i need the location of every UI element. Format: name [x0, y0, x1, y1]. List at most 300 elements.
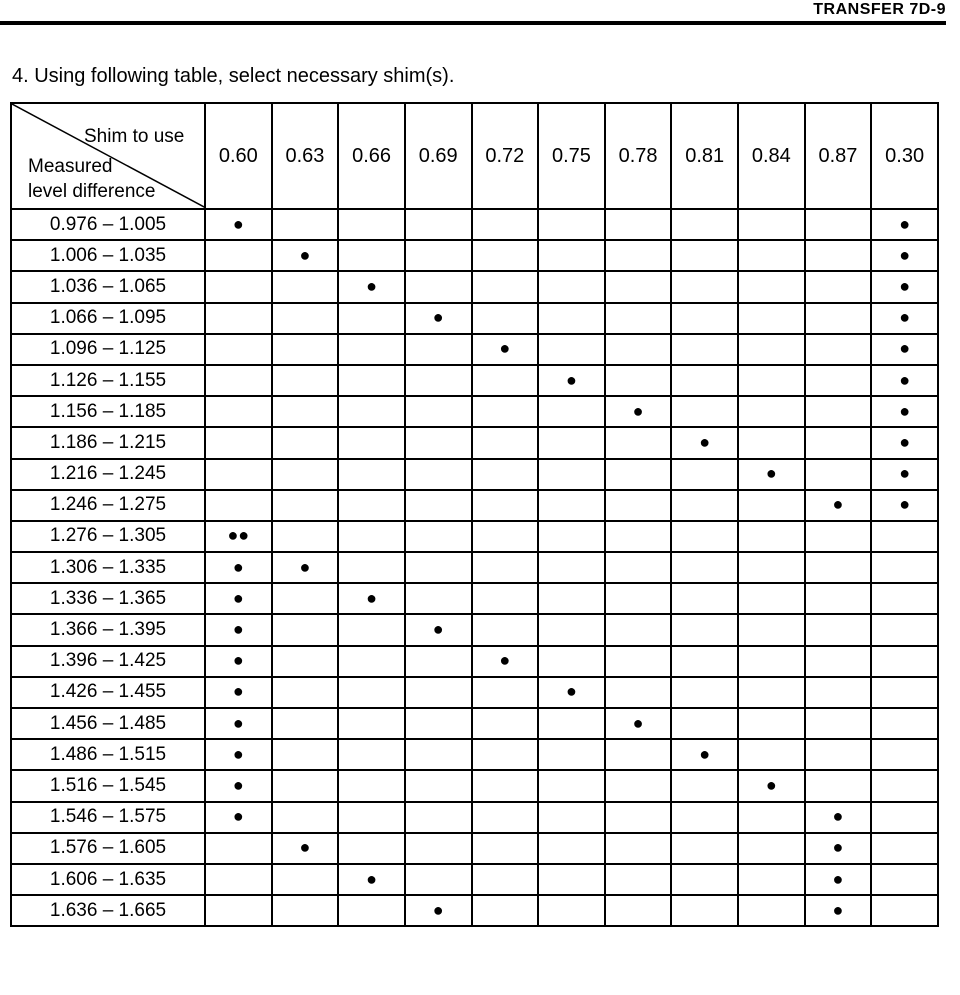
empty-cell	[405, 646, 472, 677]
bullet-marker: ●	[899, 338, 911, 359]
empty-cell	[472, 427, 539, 458]
measured-range-cell: 1.216 – 1.245	[11, 459, 205, 490]
shim-marker-cell	[871, 334, 938, 365]
empty-cell	[671, 895, 738, 926]
shim-marker-cell	[405, 895, 472, 926]
bullet-marker: ●	[366, 868, 377, 889]
empty-cell	[605, 770, 672, 801]
empty-cell	[472, 614, 539, 645]
bullet-marker: ●	[832, 806, 844, 827]
empty-cell	[405, 708, 472, 739]
bullet-marker: ●	[232, 619, 244, 640]
empty-cell	[405, 770, 472, 801]
measured-range-cell: 1.606 – 1.635	[11, 864, 205, 895]
empty-cell	[538, 770, 605, 801]
bullet-marker: ●	[232, 650, 244, 671]
empty-cell	[605, 490, 672, 521]
empty-cell	[538, 303, 605, 334]
empty-cell	[738, 240, 805, 271]
measured-range-cell: 1.516 – 1.545	[11, 770, 205, 801]
bullet-marker: ●	[632, 400, 644, 421]
empty-cell	[205, 833, 272, 864]
bullet-marker: ●	[899, 275, 911, 296]
empty-cell	[538, 240, 605, 271]
shim-marker-cell	[871, 271, 938, 302]
shim-marker-cell	[205, 209, 272, 240]
empty-cell	[338, 334, 405, 365]
empty-cell	[805, 739, 872, 770]
shim-marker-cell	[205, 552, 272, 583]
empty-cell	[272, 303, 339, 334]
table-row	[11, 614, 938, 645]
empty-cell	[338, 739, 405, 770]
bullet-marker: ●	[832, 494, 844, 515]
bullet-marker: ●	[899, 494, 911, 515]
shim-marker-cell	[805, 833, 872, 864]
empty-cell	[272, 614, 339, 645]
page-header-title: TRANSFER 7D-9	[813, 1, 946, 18]
measured-range-cell: 1.636 – 1.665	[11, 895, 205, 926]
empty-cell	[605, 552, 672, 583]
empty-cell	[272, 739, 339, 770]
empty-cell	[472, 583, 539, 614]
empty-cell	[338, 708, 405, 739]
empty-cell	[671, 271, 738, 302]
empty-cell	[605, 271, 672, 302]
shim-marker-cell	[205, 521, 272, 552]
empty-cell	[272, 895, 339, 926]
header-rule	[0, 21, 946, 25]
empty-cell	[338, 614, 405, 645]
empty-cell	[472, 833, 539, 864]
empty-cell	[871, 677, 938, 708]
empty-cell	[472, 365, 539, 396]
empty-cell	[538, 802, 605, 833]
empty-cell	[871, 552, 938, 583]
bullet-marker: ●	[499, 338, 511, 359]
empty-cell	[605, 459, 672, 490]
shim-marker-cell	[472, 334, 539, 365]
empty-cell	[338, 303, 405, 334]
bullet-marker: ●	[899, 463, 911, 484]
empty-cell	[405, 427, 472, 458]
shim-marker-cell	[205, 708, 272, 739]
empty-cell	[671, 833, 738, 864]
shim-marker-cell	[205, 646, 272, 677]
empty-cell	[405, 833, 472, 864]
empty-cell	[205, 240, 272, 271]
empty-cell	[871, 521, 938, 552]
table-header-row	[11, 103, 938, 209]
empty-cell	[538, 209, 605, 240]
empty-cell	[338, 459, 405, 490]
table-row	[11, 490, 938, 521]
empty-cell	[272, 770, 339, 801]
empty-cell	[405, 552, 472, 583]
empty-cell	[472, 396, 539, 427]
corner-header-cell	[11, 103, 205, 209]
empty-cell	[205, 459, 272, 490]
empty-cell	[805, 303, 872, 334]
bullet-marker: ●	[632, 712, 644, 733]
empty-cell	[805, 552, 872, 583]
empty-cell	[605, 895, 672, 926]
bullet-marker: ●	[232, 213, 244, 234]
empty-cell	[338, 895, 405, 926]
bullet-marker: ●	[765, 463, 777, 484]
empty-cell	[272, 521, 339, 552]
column-header: 0.66	[338, 103, 405, 209]
bullet-marker: ●	[299, 244, 311, 265]
table-row	[11, 240, 938, 271]
shim-marker-cell	[738, 459, 805, 490]
empty-cell	[405, 739, 472, 770]
empty-cell	[272, 334, 339, 365]
empty-cell	[605, 739, 672, 770]
bullet-marker: ●	[366, 587, 377, 608]
empty-cell	[205, 864, 272, 895]
measured-range-cell: 1.396 – 1.425	[11, 646, 205, 677]
empty-cell	[205, 895, 272, 926]
empty-cell	[472, 271, 539, 302]
empty-cell	[871, 833, 938, 864]
shim-marker-cell	[871, 490, 938, 521]
empty-cell	[338, 833, 405, 864]
empty-cell	[605, 864, 672, 895]
empty-cell	[805, 521, 872, 552]
empty-cell	[472, 770, 539, 801]
empty-cell	[805, 770, 872, 801]
column-header: 0.60	[205, 103, 272, 209]
shim-marker-cell	[605, 396, 672, 427]
empty-cell	[738, 833, 805, 864]
empty-cell	[538, 490, 605, 521]
empty-cell	[738, 583, 805, 614]
table-row	[11, 459, 938, 490]
empty-cell	[472, 802, 539, 833]
empty-cell	[671, 396, 738, 427]
column-header: 0.69	[405, 103, 472, 209]
empty-cell	[338, 521, 405, 552]
table-row	[11, 303, 938, 334]
empty-cell	[738, 614, 805, 645]
shim-marker-cell	[538, 677, 605, 708]
empty-cell	[605, 303, 672, 334]
bullet-marker: ●	[232, 587, 244, 608]
empty-cell	[205, 334, 272, 365]
empty-cell	[472, 490, 539, 521]
column-header: 0.84	[738, 103, 805, 209]
empty-cell	[671, 459, 738, 490]
table-row	[11, 833, 938, 864]
empty-cell	[738, 895, 805, 926]
table-body	[11, 209, 938, 926]
empty-cell	[538, 396, 605, 427]
table-row	[11, 770, 938, 801]
column-header: 0.87	[805, 103, 872, 209]
empty-cell	[338, 770, 405, 801]
empty-cell	[205, 427, 272, 458]
bullet-marker: ●	[232, 743, 244, 764]
empty-cell	[605, 240, 672, 271]
shim-marker-cell	[338, 583, 405, 614]
instruction-text: 4. Using following table, select necessary shim(s).	[12, 65, 455, 87]
bullet-marker: ●	[899, 431, 911, 452]
measured-range-cell: 1.456 – 1.485	[11, 708, 205, 739]
empty-cell	[338, 365, 405, 396]
empty-cell	[805, 209, 872, 240]
empty-cell	[805, 614, 872, 645]
empty-cell	[272, 864, 339, 895]
measured-range-cell: 1.036 – 1.065	[11, 271, 205, 302]
shim-marker-cell	[871, 396, 938, 427]
empty-cell	[805, 583, 872, 614]
bullet-marker: ●	[432, 899, 444, 920]
bullet-marker: ●	[832, 899, 844, 920]
empty-cell	[538, 614, 605, 645]
bullet-marker: ●	[232, 712, 244, 733]
corner-label-level-difference: level difference	[28, 181, 156, 202]
empty-cell	[605, 334, 672, 365]
empty-cell	[538, 895, 605, 926]
measured-range-cell: 1.366 – 1.395	[11, 614, 205, 645]
empty-cell	[871, 646, 938, 677]
empty-cell	[405, 396, 472, 427]
empty-cell	[671, 303, 738, 334]
empty-cell	[472, 708, 539, 739]
measured-range-cell: 1.126 – 1.155	[11, 365, 205, 396]
column-header: 0.78	[605, 103, 672, 209]
measured-range-cell: 1.306 – 1.335	[11, 552, 205, 583]
empty-cell	[805, 459, 872, 490]
empty-cell	[738, 396, 805, 427]
column-header: 0.72	[472, 103, 539, 209]
table-row	[11, 646, 938, 677]
empty-cell	[671, 240, 738, 271]
empty-cell	[538, 271, 605, 302]
measured-range-cell: 1.246 – 1.275	[11, 490, 205, 521]
measured-range-cell: 1.096 – 1.125	[11, 334, 205, 365]
shim-marker-cell	[805, 864, 872, 895]
empty-cell	[538, 708, 605, 739]
shim-marker-cell	[871, 240, 938, 271]
table-row	[11, 583, 938, 614]
empty-cell	[205, 396, 272, 427]
empty-cell	[671, 334, 738, 365]
empty-cell	[405, 521, 472, 552]
empty-cell	[338, 552, 405, 583]
empty-cell	[272, 427, 339, 458]
empty-cell	[472, 739, 539, 770]
empty-cell	[871, 583, 938, 614]
empty-cell	[738, 490, 805, 521]
shim-marker-cell	[205, 677, 272, 708]
empty-cell	[205, 271, 272, 302]
empty-cell	[671, 802, 738, 833]
table-row	[11, 895, 938, 926]
bullet-marker: ●	[232, 556, 244, 577]
empty-cell	[738, 427, 805, 458]
empty-cell	[738, 334, 805, 365]
shim-marker-cell	[338, 271, 405, 302]
measured-range-cell: 1.426 – 1.455	[11, 677, 205, 708]
shim-marker-cell	[738, 770, 805, 801]
shim-marker-cell	[671, 427, 738, 458]
empty-cell	[538, 427, 605, 458]
empty-cell	[405, 583, 472, 614]
empty-cell	[871, 864, 938, 895]
empty-cell	[405, 365, 472, 396]
bullet-marker: ●	[432, 307, 444, 328]
shim-marker-cell	[871, 209, 938, 240]
bullet-marker: ●	[432, 619, 444, 640]
bullet-marker: ●	[832, 837, 844, 858]
empty-cell	[338, 646, 405, 677]
empty-cell	[738, 802, 805, 833]
empty-cell	[272, 490, 339, 521]
measured-range-cell: 1.276 – 1.305	[11, 521, 205, 552]
shim-marker-cell	[405, 303, 472, 334]
shim-marker-cell	[805, 802, 872, 833]
shim-marker-cell	[405, 614, 472, 645]
empty-cell	[272, 459, 339, 490]
shim-marker-cell	[538, 365, 605, 396]
empty-cell	[671, 490, 738, 521]
empty-cell	[605, 677, 672, 708]
empty-cell	[605, 365, 672, 396]
empty-cell	[738, 521, 805, 552]
shim-marker-cell	[671, 739, 738, 770]
measured-range-cell: 1.066 – 1.095	[11, 303, 205, 334]
empty-cell	[805, 334, 872, 365]
empty-cell	[538, 552, 605, 583]
column-header: 0.81	[671, 103, 738, 209]
empty-cell	[472, 521, 539, 552]
empty-cell	[605, 833, 672, 864]
empty-cell	[272, 708, 339, 739]
shim-marker-cell	[272, 240, 339, 271]
empty-cell	[805, 708, 872, 739]
empty-cell	[338, 209, 405, 240]
table-row	[11, 396, 938, 427]
corner-label-shim: Shim to use	[84, 126, 185, 147]
table-row	[11, 209, 938, 240]
shim-marker-cell	[205, 739, 272, 770]
empty-cell	[871, 739, 938, 770]
empty-cell	[405, 677, 472, 708]
empty-cell	[472, 240, 539, 271]
measured-range-cell: 0.976 – 1.005	[11, 209, 205, 240]
bullet-marker: ●	[899, 369, 911, 390]
table-row	[11, 677, 938, 708]
empty-cell	[871, 770, 938, 801]
empty-cell	[405, 490, 472, 521]
empty-cell	[338, 396, 405, 427]
empty-cell	[405, 240, 472, 271]
empty-cell	[338, 490, 405, 521]
empty-cell	[738, 209, 805, 240]
empty-cell	[605, 614, 672, 645]
empty-cell	[738, 708, 805, 739]
empty-cell	[605, 646, 672, 677]
empty-cell	[605, 583, 672, 614]
table-row	[11, 864, 938, 895]
empty-cell	[272, 802, 339, 833]
empty-cell	[538, 833, 605, 864]
empty-cell	[805, 427, 872, 458]
empty-cell	[871, 895, 938, 926]
empty-cell	[538, 334, 605, 365]
empty-cell	[205, 365, 272, 396]
table-row	[11, 802, 938, 833]
measured-range-cell: 1.486 – 1.515	[11, 739, 205, 770]
empty-cell	[871, 614, 938, 645]
empty-cell	[472, 552, 539, 583]
empty-cell	[538, 521, 605, 552]
bullet-marker: ●	[566, 369, 577, 390]
empty-cell	[405, 459, 472, 490]
empty-cell	[671, 614, 738, 645]
empty-cell	[538, 459, 605, 490]
empty-cell	[671, 209, 738, 240]
empty-cell	[605, 802, 672, 833]
shim-marker-cell	[205, 583, 272, 614]
empty-cell	[538, 864, 605, 895]
empty-cell	[538, 646, 605, 677]
bullet-marker: ●	[899, 307, 911, 328]
empty-cell	[338, 427, 405, 458]
empty-cell	[871, 708, 938, 739]
empty-cell	[272, 365, 339, 396]
empty-cell	[671, 552, 738, 583]
empty-cell	[472, 303, 539, 334]
empty-cell	[805, 365, 872, 396]
bullet-marker: ●	[899, 213, 911, 234]
empty-cell	[472, 209, 539, 240]
empty-cell	[805, 677, 872, 708]
bullet-marker: ●	[832, 868, 844, 889]
measured-range-cell: 1.156 – 1.185	[11, 396, 205, 427]
bullet-marker: ●	[232, 774, 244, 795]
measured-range-cell: 1.006 – 1.035	[11, 240, 205, 271]
empty-cell	[405, 209, 472, 240]
bullet-marker: ●	[299, 556, 311, 577]
shim-marker-cell	[871, 459, 938, 490]
empty-cell	[738, 365, 805, 396]
shim-marker-cell	[805, 490, 872, 521]
empty-cell	[605, 427, 672, 458]
empty-cell	[272, 583, 339, 614]
table-row	[11, 365, 938, 396]
corner-label-measured: Measured	[28, 156, 113, 177]
empty-cell	[338, 240, 405, 271]
shim-marker-cell	[871, 365, 938, 396]
empty-cell	[405, 334, 472, 365]
empty-cell	[671, 521, 738, 552]
empty-cell	[738, 739, 805, 770]
shim-marker-cell	[805, 895, 872, 926]
bullet-marker: ●	[699, 743, 711, 764]
empty-cell	[671, 646, 738, 677]
empty-cell	[805, 396, 872, 427]
empty-cell	[671, 677, 738, 708]
empty-cell	[871, 802, 938, 833]
shim-marker-cell	[205, 614, 272, 645]
empty-cell	[272, 271, 339, 302]
table-row	[11, 334, 938, 365]
empty-cell	[272, 209, 339, 240]
table-row	[11, 521, 938, 552]
